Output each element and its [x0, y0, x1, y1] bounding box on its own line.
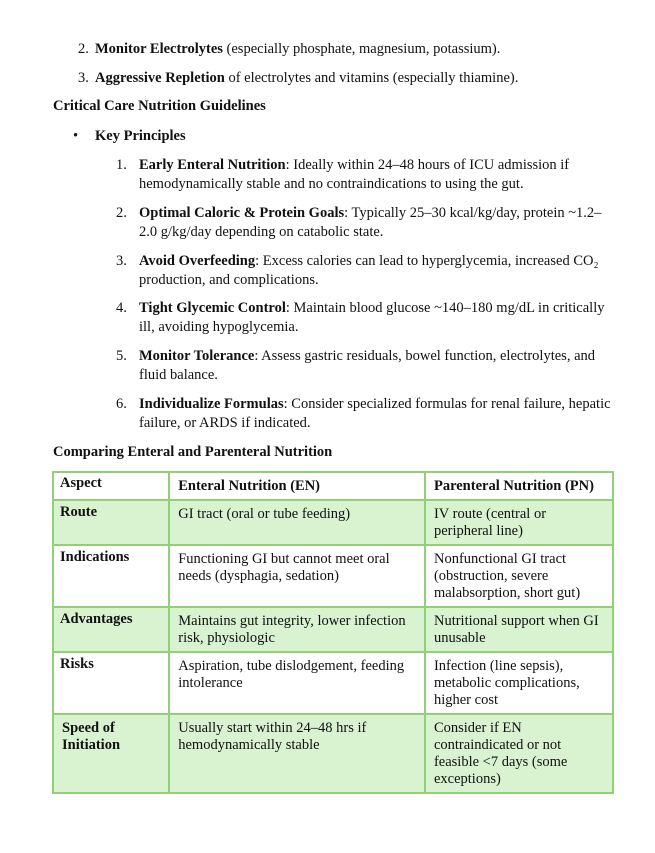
- column-header-parenteral: Parenteral Nutrition (PN): [425, 472, 613, 500]
- list-item-monitor-electrolytes: [78, 40, 500, 58]
- principle-text: : Consider specialized formulas for renal failure, hepatic failure, or ARDS if indicated.: [139, 396, 611, 431]
- parenteral-cell: Consider if EN contraindicated or not feasible <7 days (some exceptions): [425, 714, 613, 793]
- column-header-enteral: Enteral Nutrition (EN): [169, 472, 425, 500]
- critical-care-heading: Critical Care Nutrition Guidelines: [53, 98, 266, 114]
- table-header-row: [53, 472, 613, 500]
- principle-item: [116, 395, 616, 433]
- principle-text: : Assess gastric residuals, bowel function, electrolytes, and fluid balance.: [139, 348, 596, 383]
- principle-title: Early Enteral Nutrition: [139, 157, 286, 173]
- enteral-cell: Functioning GI but cannot meet oral needs (dysphagia, sedation): [169, 545, 425, 607]
- principle-number: 5.: [116, 348, 127, 364]
- principle-item: [116, 156, 616, 194]
- table-row: [53, 500, 613, 545]
- principle-item: [116, 204, 616, 242]
- key-principles-label: Key Principles: [95, 128, 186, 144]
- principle-text: : Excess calories can lead to hyperglycemia, increased CO₂ production, and complications.: [139, 253, 599, 288]
- comparison-heading: Comparing Enteral and Parenteral Nutrition: [53, 444, 333, 460]
- list-number: 2.: [78, 41, 89, 57]
- list-item-text: (especially phosphate, magnesium, potassium).: [222, 41, 501, 57]
- table-row: [53, 607, 613, 652]
- aspect-cell: Indications: [53, 545, 169, 607]
- principle-title: Tight Glycemic Control: [139, 300, 286, 316]
- parenteral-cell: Nonfunctional GI tract (obstruction, severe malabsorption, short gut): [425, 545, 613, 607]
- principle-number: 4.: [116, 300, 127, 316]
- parenteral-cell: Infection (line sepsis), metabolic complications, higher cost: [425, 652, 613, 714]
- aspect-cell: Route: [53, 500, 169, 545]
- list-item-aggressive-repletion: [78, 69, 518, 87]
- key-principles-bullet-item: [73, 127, 186, 145]
- aspect-cell: Risks: [53, 652, 169, 714]
- principle-item: [116, 299, 616, 337]
- table-row: [53, 545, 613, 607]
- aspect-cell: Speed of Initiation: [53, 714, 169, 793]
- principle-text: : Typically 25–30 kcal/kg/day, protein ~1.2–2.0 g/kg/day depending on catabolic state.: [139, 205, 602, 240]
- enteral-cell: Aspiration, tube dislodgement, feeding intolerance: [169, 652, 425, 714]
- table-row: [53, 652, 613, 714]
- enteral-cell: GI tract (oral or tube feeding): [169, 500, 425, 545]
- principle-number: 1.: [116, 157, 127, 173]
- column-header-aspect: Aspect: [53, 472, 169, 500]
- list-number: 3.: [78, 70, 89, 86]
- principle-number: 6.: [116, 396, 127, 412]
- principle-text: : Maintain blood glucose ~140–180 mg/dL in critically ill, avoiding hypoglycemia.: [139, 300, 605, 335]
- principle-title: Individualize Formulas: [139, 396, 284, 412]
- list-item-bold: Aggressive Repletion: [95, 70, 225, 86]
- parenteral-cell: Nutritional support when GI unusable: [425, 607, 613, 652]
- bullet-icon: •: [73, 128, 79, 144]
- enteral-cell: Maintains gut integrity, lower infection risk, physiologic: [169, 607, 425, 652]
- enteral-cell: Usually start within 24–48 hrs if hemodynamically stable: [169, 714, 425, 793]
- principle-title: Avoid Overfeeding: [139, 253, 256, 269]
- list-item-bold: Monitor Electrolytes: [95, 41, 223, 57]
- principle-number: 3.: [116, 253, 127, 269]
- table-row: [53, 714, 613, 793]
- principle-title: Monitor Tolerance: [139, 348, 255, 364]
- list-item-text: of electrolytes and vitamins (especially thiamine).: [224, 70, 519, 86]
- principle-title: Optimal Caloric & Protein Goals: [139, 205, 345, 221]
- principle-item: [116, 252, 616, 290]
- comparison-table: [52, 471, 614, 794]
- aspect-cell: Advantages: [53, 607, 169, 652]
- parenteral-cell: IV route (central or peripheral line): [425, 500, 613, 545]
- principle-text: : Ideally within 24–48 hours of ICU admission if hemodynamically stable and no contraindications to using the gut.: [139, 157, 570, 192]
- principle-number: 2.: [116, 205, 127, 221]
- principle-item: [116, 347, 616, 385]
